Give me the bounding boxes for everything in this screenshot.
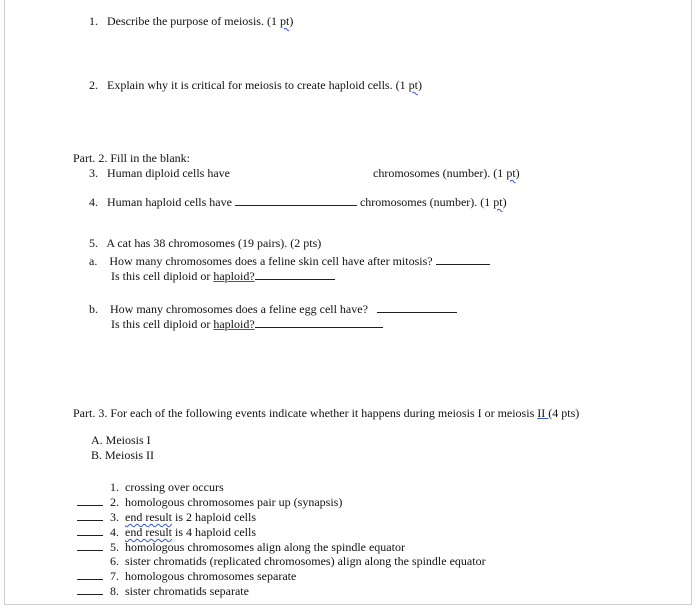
event-row: 2. homologous chromosomes pair up (synapsis)	[77, 494, 342, 509]
answer-blank[interactable]	[235, 194, 357, 206]
question-5b: b. How many chromosomes does a feline egg cell have?	[89, 301, 457, 316]
event-row: 6. sister chromatids (replicated chromosomes) align along the spindle equator	[110, 554, 486, 568]
question-4: 4. Human haploid cells have chromosomes (number). (1 pt)	[89, 195, 507, 209]
event-row: 7. homologous chromosomes separate	[77, 568, 296, 583]
event-row: 1. crossing over occurs	[110, 480, 224, 494]
answer-blank[interactable]	[77, 583, 103, 595]
part-2-heading: Part. 2. Fill in the blank:	[73, 151, 190, 165]
part-3-heading: Part. 3. For each of the following events indicate whether it happens during meiosis I or meiosis II (4 pts)	[73, 406, 580, 420]
question-5: 5. A cat has 38 chromosomes (19 pairs). (2 pts)	[89, 236, 322, 250]
answer-blank[interactable]	[77, 539, 103, 551]
answer-blank[interactable]	[436, 253, 490, 265]
question-1: 1. Describe the purpose of meiosis. (1 pt)	[89, 14, 294, 28]
question-3-right: chromosomes (number). (1 pt)	[373, 166, 520, 180]
answer-blank[interactable]	[255, 316, 383, 328]
answer-blank[interactable]	[77, 524, 103, 536]
question-5b-sub: Is this cell diploid or haploid?	[111, 316, 383, 331]
question-3: 3. Human diploid cells have	[89, 166, 230, 180]
answer-blank[interactable]	[377, 301, 457, 313]
event-row: 4. end result is 4 haploid cells	[77, 524, 256, 539]
event-row: 5. homologous chromosomes align along the spindle equator	[77, 539, 405, 554]
event-row: 3. end result is 2 haploid cells	[77, 509, 256, 524]
answer-blank[interactable]	[77, 494, 103, 506]
option-b: B. Meiosis II	[91, 448, 154, 462]
question-2: 2. Explain why it is critical for meiosis to create haploid cells. (1 pt)	[89, 78, 422, 92]
answer-blank[interactable]	[255, 268, 335, 280]
option-a: A. Meiosis I	[91, 433, 151, 447]
answer-blank[interactable]	[77, 568, 103, 580]
answer-blank[interactable]	[77, 509, 103, 521]
question-5a: a. How many chromosomes does a feline skin cell have after mitosis?	[89, 253, 490, 268]
event-row: 8. sister chromatids separate	[77, 583, 249, 598]
question-5a-sub: Is this cell diploid or haploid?	[111, 268, 335, 283]
question-number: 1.	[89, 14, 98, 28]
worksheet-page	[4, 0, 692, 605]
